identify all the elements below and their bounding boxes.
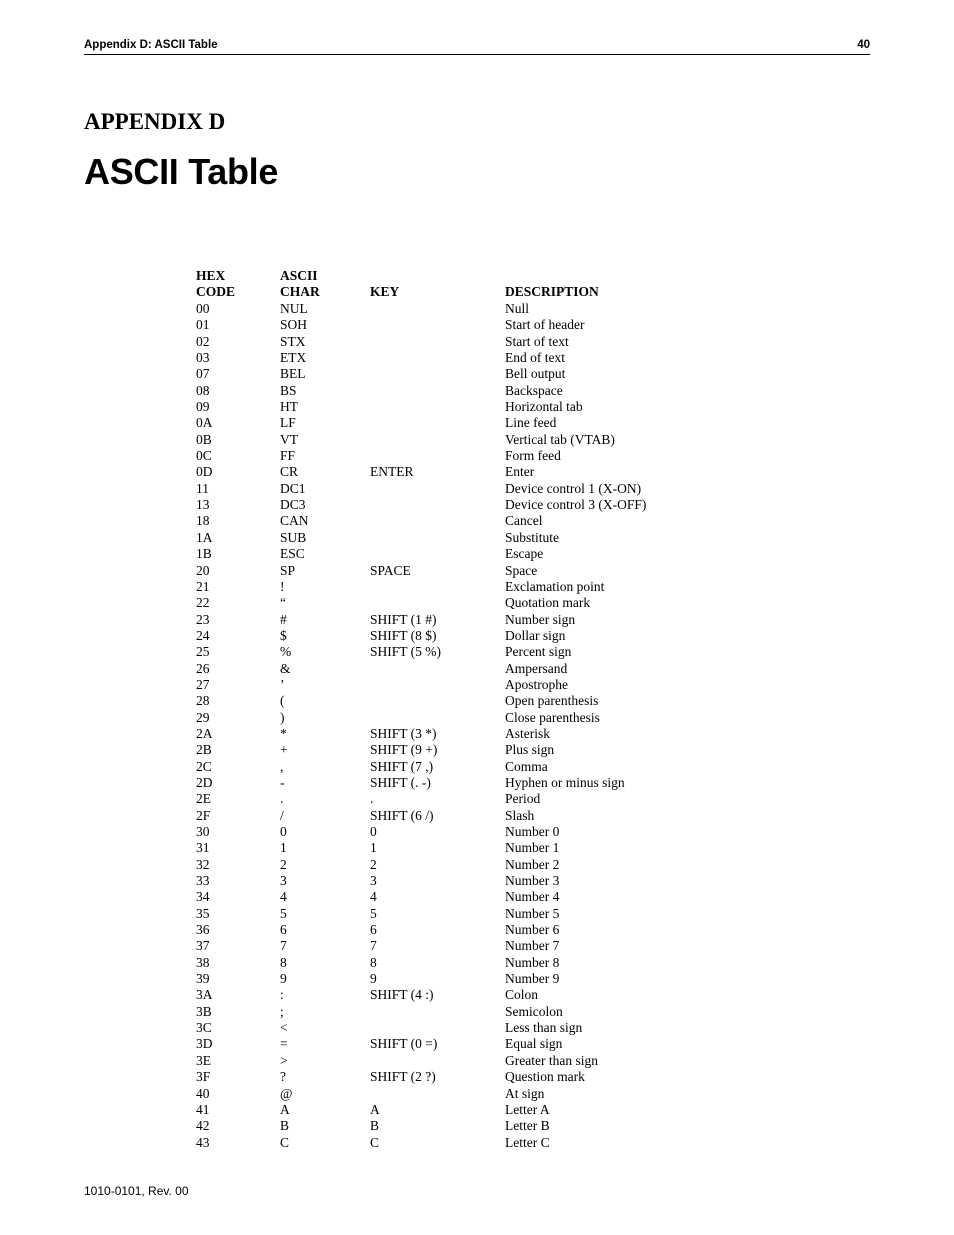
hex-code-cell: 3B	[196, 1003, 212, 1019]
ascii-char-cell: @	[280, 1085, 293, 1101]
hex-code-cell: 1B	[196, 546, 212, 562]
description-cell: Substitute	[505, 529, 560, 545]
description-cell: Asterisk	[505, 725, 550, 741]
key-cell: B	[370, 1118, 380, 1134]
hex-code-cell: 00	[196, 301, 210, 316]
hex-code-cell: 0B	[196, 431, 212, 447]
hex-code-cell: 2F	[196, 807, 211, 823]
description-cell: Device control 3 (X-OFF)	[505, 497, 647, 513]
hex-code-cell: 3E	[196, 1052, 211, 1068]
hex-code-cell: 08	[196, 382, 210, 398]
description-cell: Escape	[505, 546, 544, 562]
header-section-title: Appendix D: ASCII Table	[84, 39, 218, 51]
hex-code-cell: 3D	[196, 1036, 213, 1052]
column-header-hex-line1: HEX	[196, 268, 226, 283]
hex-code-cell: 35	[196, 905, 210, 921]
appendix-label: APPENDIX D	[84, 109, 226, 134]
hex-code-cell: 0C	[196, 448, 212, 464]
description-cell: Cancel	[505, 513, 543, 529]
ascii-char-cell: 8	[280, 954, 287, 970]
key-cell: 8	[370, 954, 377, 970]
ascii-char-cell: .	[280, 791, 284, 807]
key-cell: 7	[370, 938, 377, 954]
key-cell: ENTER	[370, 464, 414, 480]
ascii-char-cell: 2	[280, 856, 287, 872]
description-cell: Close parenthesis	[505, 709, 600, 725]
ascii-char-cell: ESC	[280, 546, 305, 562]
ascii-char-cell: DC3	[280, 497, 306, 513]
ascii-char-cell: B	[280, 1118, 290, 1134]
description-cell: Letter A	[505, 1101, 550, 1117]
description-cell: Number 8	[505, 954, 560, 970]
description-cell: Number 1	[505, 840, 560, 856]
ascii-char-cell: *	[280, 725, 287, 741]
hex-code-cell: 34	[196, 889, 210, 905]
description-cell: Apostrophe	[505, 676, 568, 692]
hex-code-cell: 36	[196, 922, 210, 938]
ascii-char-cell: BS	[280, 382, 297, 398]
ascii-char-cell: 0	[280, 824, 287, 839]
ascii-char-cell: ,	[280, 758, 284, 774]
hex-code-cell: 38	[196, 954, 210, 970]
key-cell: SHIFT (6 /)	[370, 807, 434, 823]
key-cell: C	[370, 1134, 380, 1150]
description-cell: Letter B	[505, 1118, 550, 1134]
hex-code-cell: 13	[196, 497, 210, 513]
description-cell: Exclamation point	[505, 578, 605, 594]
footer-doc-number: 1010-0101, Rev. 00	[84, 1184, 189, 1198]
ascii-char-cell: )	[280, 709, 285, 725]
key-cell: SHIFT (. -)	[370, 774, 431, 790]
hex-code-cell: 22	[196, 595, 210, 611]
ascii-char-cell: A	[280, 1101, 290, 1117]
description-cell: Form feed	[505, 448, 561, 464]
hex-code-cell: 03	[196, 350, 210, 366]
hex-code-cell: 3F	[196, 1069, 211, 1085]
column-header-hex-line2: CODE	[196, 284, 236, 300]
description-cell: Semicolon	[505, 1003, 563, 1019]
ascii-char-cell: VT	[280, 431, 298, 447]
key-cell: 0	[370, 824, 377, 839]
description-cell: Backspace	[505, 382, 563, 398]
key-cell: SPACE	[370, 562, 411, 578]
hex-code-cell: 18	[196, 513, 210, 529]
ascii-char-cell: &	[280, 660, 291, 676]
description-cell: Period	[505, 791, 541, 807]
hex-code-cell: 21	[196, 578, 210, 594]
ascii-char-cell: !	[280, 578, 285, 594]
ascii-char-cell: CAN	[280, 513, 309, 529]
description-cell: End of text	[505, 350, 565, 366]
hex-code-cell: 33	[196, 873, 210, 889]
hex-code-cell: 31	[196, 840, 210, 856]
hex-code-cell: 41	[196, 1101, 210, 1117]
description-cell: Null	[505, 301, 530, 316]
ascii-char-cell: 6	[280, 922, 287, 938]
description-cell: Plus sign	[505, 742, 555, 758]
description-cell: Horizontal tab	[505, 399, 583, 415]
description-cell: Device control 1 (X-ON)	[505, 480, 642, 496]
page-title: ASCII Table	[84, 151, 279, 192]
key-cell: 1	[370, 840, 377, 856]
ascii-char-cell: (	[280, 693, 285, 709]
ascii-char-cell: STX	[280, 333, 306, 349]
ascii-char-cell: NUL	[280, 301, 308, 316]
column-header-description: DESCRIPTION	[505, 284, 599, 300]
description-cell: Number 0	[505, 824, 560, 839]
page-header	[84, 37, 870, 55]
key-cell: SHIFT (1 #)	[370, 611, 437, 627]
hex-code-cell: 20	[196, 562, 210, 578]
description-cell: Bell output	[505, 366, 566, 382]
hex-code-cell: 2A	[196, 725, 213, 741]
key-cell: 9	[370, 971, 377, 987]
hex-code-cell: 3C	[196, 1020, 212, 1036]
ascii-char-cell: +	[280, 742, 288, 758]
key-cell: SHIFT (5 %)	[370, 644, 442, 660]
description-cell: Space	[505, 562, 538, 578]
ascii-char-cell: %	[280, 644, 292, 660]
ascii-char-cell: FF	[280, 448, 296, 464]
page-number: 40	[857, 39, 870, 51]
hex-code-cell: 02	[196, 333, 210, 349]
description-cell: At sign	[505, 1085, 545, 1101]
hex-code-cell: 32	[196, 856, 210, 872]
hex-code-cell: 29	[196, 709, 210, 725]
ascii-char-cell: 7	[280, 938, 287, 954]
ascii-char-cell: SUB	[280, 529, 307, 545]
ascii-char-cell: SOH	[280, 317, 308, 333]
description-cell: Quotation mark	[505, 595, 591, 611]
key-cell: SHIFT (0 =)	[370, 1036, 438, 1052]
hex-code-cell: 27	[196, 676, 210, 692]
hex-code-cell: 2D	[196, 774, 213, 790]
ascii-char-cell: ;	[280, 1003, 284, 1019]
ascii-char-cell: =	[280, 1036, 288, 1052]
hex-code-cell: 42	[196, 1118, 210, 1134]
description-cell: Open parenthesis	[505, 693, 599, 709]
ascii-char-cell: CR	[280, 464, 299, 480]
hex-code-cell: 24	[196, 627, 210, 643]
key-cell: A	[370, 1101, 380, 1117]
key-cell: SHIFT (8 $)	[370, 627, 437, 643]
key-cell: SHIFT (9 +)	[370, 742, 438, 758]
description-cell: Percent sign	[505, 644, 572, 660]
hex-code-cell: 11	[196, 480, 209, 496]
ascii-char-cell: 1	[280, 840, 287, 856]
key-cell: .	[370, 791, 374, 807]
key-cell: 6	[370, 922, 377, 938]
description-cell: Number 2	[505, 856, 560, 872]
description-cell: Letter C	[505, 1134, 550, 1150]
key-cell: SHIFT (7 ,)	[370, 758, 434, 774]
description-cell: Number 6	[505, 922, 560, 938]
column-header-key: KEY	[370, 284, 400, 300]
hex-code-cell: 39	[196, 971, 210, 987]
ascii-char-cell: 9	[280, 971, 287, 987]
description-cell: Number sign	[505, 611, 576, 627]
description-cell: Number 7	[505, 938, 560, 954]
ascii-char-cell: 3	[280, 873, 287, 889]
ascii-char-cell: DC1	[280, 480, 306, 496]
ascii-char-cell: SP	[280, 562, 296, 578]
hex-code-cell: 28	[196, 693, 210, 709]
key-cell: SHIFT (3 *)	[370, 725, 437, 741]
hex-code-cell: 37	[196, 938, 210, 954]
description-cell: Number 3	[505, 873, 560, 889]
hex-code-cell: 26	[196, 660, 210, 676]
description-cell: Dollar sign	[505, 627, 566, 643]
description-cell: Question mark	[505, 1069, 585, 1085]
description-cell: Equal sign	[505, 1036, 563, 1052]
hex-code-cell: 01	[196, 317, 210, 333]
hex-code-cell: 30	[196, 824, 210, 839]
ascii-char-cell: BEL	[280, 366, 306, 382]
hex-code-cell: 0A	[196, 415, 213, 431]
hex-code-cell: 2E	[196, 791, 211, 807]
hex-code-cell: 23	[196, 611, 210, 627]
description-cell: Comma	[505, 758, 548, 774]
ascii-char-cell: 5	[280, 905, 287, 921]
ascii-char-cell: HT	[280, 399, 298, 415]
hex-code-cell: 0D	[196, 464, 213, 480]
description-cell: Line feed	[505, 415, 557, 431]
key-cell: 2	[370, 856, 377, 872]
ascii-char-cell: 4	[280, 889, 287, 905]
description-cell: Greater than sign	[505, 1052, 598, 1068]
hex-code-cell: 2C	[196, 758, 212, 774]
column-header-ascii-line2: CHAR	[280, 284, 320, 300]
hex-code-cell: 3A	[196, 987, 213, 1003]
ascii-char-cell: #	[280, 611, 287, 627]
ascii-char-cell: ?	[280, 1069, 286, 1085]
hex-code-cell: 25	[196, 644, 210, 660]
ascii-char-cell: C	[280, 1134, 290, 1150]
hex-code-cell: 1A	[196, 529, 213, 545]
hex-code-cell: 2B	[196, 742, 212, 758]
hex-code-cell: 40	[196, 1085, 210, 1101]
hex-code-cell: 07	[196, 366, 210, 382]
description-cell: Vertical tab (VTAB)	[505, 431, 615, 447]
hex-code-cell: 09	[196, 399, 210, 415]
key-cell: 4	[370, 889, 377, 905]
ascii-char-cell: >	[280, 1052, 288, 1068]
description-cell: Start of text	[505, 333, 569, 349]
key-cell: SHIFT (2 ?)	[370, 1069, 436, 1085]
description-cell: Enter	[505, 464, 535, 480]
description-cell: Number 4	[505, 889, 560, 905]
description-cell: Slash	[505, 807, 535, 823]
description-cell: Number 5	[505, 905, 560, 921]
ascii-char-cell: LF	[280, 415, 296, 431]
ascii-char-cell: “	[280, 595, 286, 611]
description-cell: Ampersand	[505, 660, 568, 676]
description-cell: Start of header	[505, 317, 585, 333]
hex-code-cell: 43	[196, 1134, 210, 1150]
description-cell: Colon	[505, 987, 539, 1003]
ascii-char-cell: ’	[280, 676, 285, 692]
description-cell: Hyphen or minus sign	[505, 774, 625, 790]
ascii-char-cell: :	[280, 987, 284, 1003]
ascii-char-cell: <	[280, 1020, 288, 1036]
ascii-char-cell: /	[280, 807, 284, 823]
ascii-char-cell: -	[280, 774, 285, 790]
column-header-ascii-line1: ASCII	[280, 268, 318, 283]
key-cell: SHIFT (4 :)	[370, 987, 434, 1003]
ascii-char-cell: ETX	[280, 350, 307, 366]
key-cell: 5	[370, 905, 377, 921]
ascii-char-cell: $	[280, 627, 287, 643]
key-cell: 3	[370, 873, 377, 889]
description-cell: Less than sign	[505, 1020, 583, 1036]
description-cell: Number 9	[505, 971, 560, 987]
